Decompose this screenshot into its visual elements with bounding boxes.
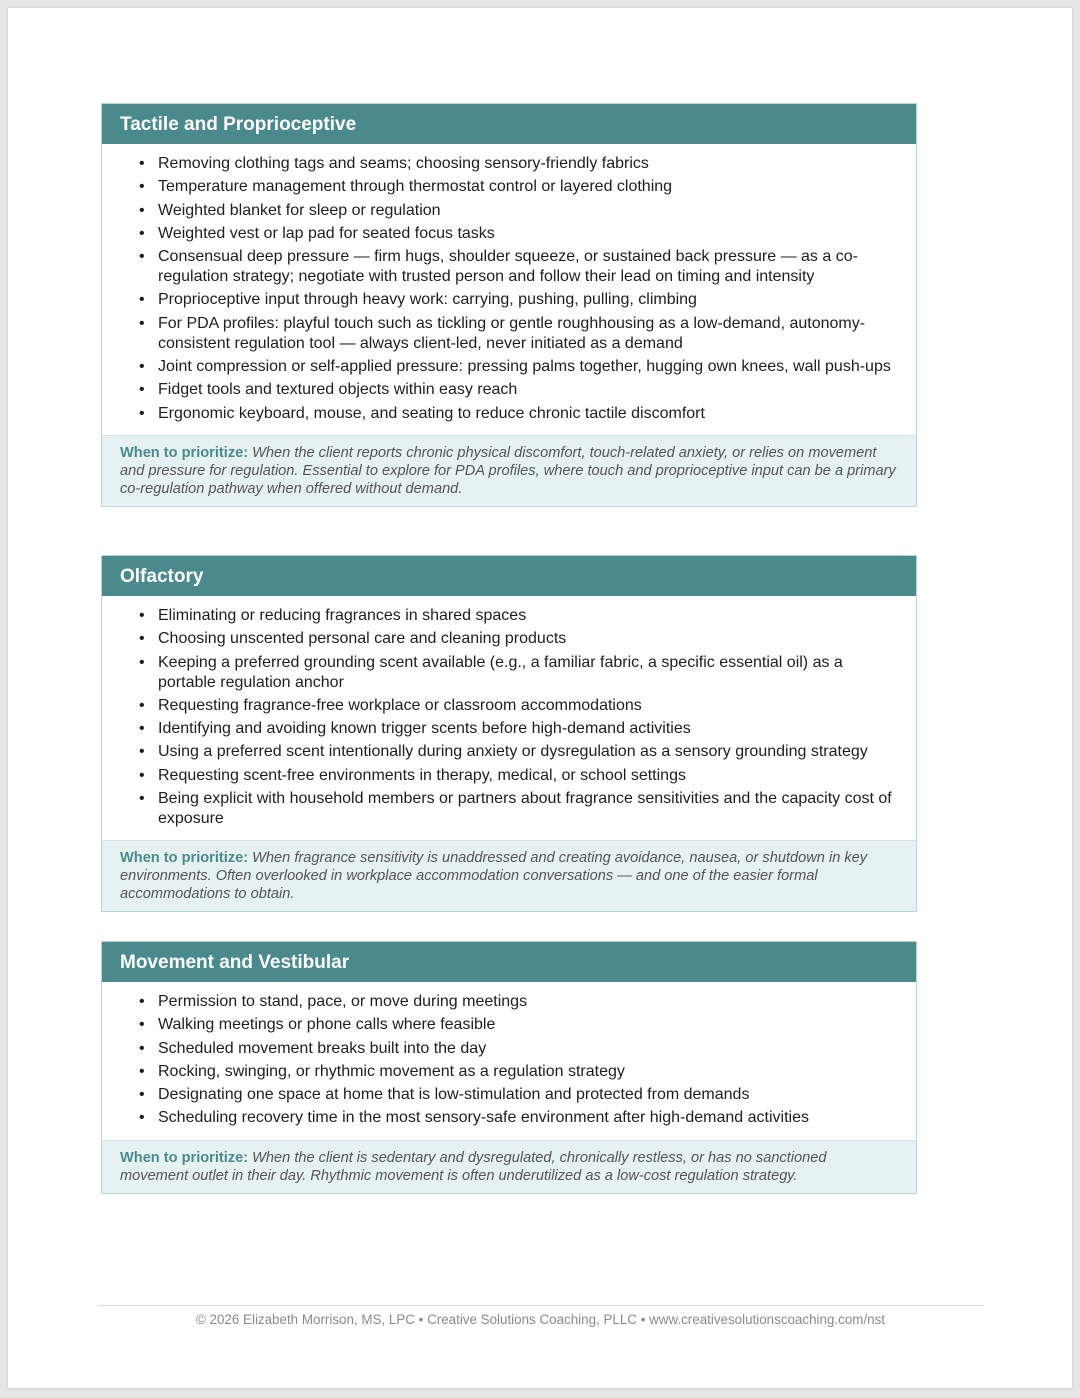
priority-label: When to prioritize:	[120, 850, 249, 867]
item-list	[102, 982, 916, 1140]
footer-divider	[98, 1305, 983, 1306]
list-item: • Requesting scent-free environments in therapy, medical, or school settings	[139, 766, 900, 786]
item-list	[102, 596, 916, 840]
list-item: • Ergonomic keyboard, mouse, and seating to reduce chronic tactile discomfort	[139, 404, 900, 424]
list-item: • Weighted blanket for sleep or regulation	[139, 201, 900, 221]
list-item: • Using a preferred scent intentionally during anxiety or dysregulation as a sensory grounding strategy	[139, 742, 900, 762]
list-item: • Scheduled movement breaks built into the day	[139, 1039, 900, 1059]
list-item: • Keeping a preferred grounding scent available (e.g., a familiar fabric, a specific essential oil) as a portable regulation anchor	[139, 653, 900, 693]
item-list	[102, 144, 916, 435]
section-olfactory	[101, 555, 917, 912]
list-item: • Proprioceptive input through heavy work: carrying, pushing, pulling, climbing	[139, 290, 900, 310]
footer-copyright: © 2026 Elizabeth Morrison, MS, LPC • Creative Solutions Coaching, PLLC • www.creativesolutionscoaching.com/nst	[195, 1312, 886, 1327]
list-item: • Eliminating or reducing fragrances in shared spaces	[139, 606, 900, 626]
list-item: • Removing clothing tags and seams; choosing sensory-friendly fabrics	[139, 154, 900, 174]
list-item: • Rocking, swinging, or rhythmic movement as a regulation strategy	[139, 1062, 900, 1082]
section-tactile-proprioceptive	[101, 103, 917, 507]
list-item: • Choosing unscented personal care and cleaning products	[139, 629, 900, 649]
list-item: • Consensual deep pressure — firm hugs, shoulder squeeze, or sustained back pressure — as a co-regulation strategy; negotiate with trusted person and follow their lead on timing and intensity	[139, 247, 900, 287]
list-item: • Designating one space at home that is low-stimulation and protected from demands	[139, 1085, 900, 1105]
list-item: • Permission to stand, pace, or move during meetings	[139, 992, 900, 1012]
priority-note	[102, 1140, 916, 1193]
priority-text: When the client is sedentary and dysregulated, chronically restless, or has no sanctioned movement outlet in their day. Rhythmic movement is often underutilized as a low-cost regulation strategy.	[120, 1149, 827, 1184]
section-title: Movement and Vestibular	[102, 942, 916, 982]
list-item: • Requesting fragrance-free workplace or classroom accommodations	[139, 696, 900, 716]
list-item: • Joint compression or self-applied pressure: pressing palms together, hugging own knees, wall push-ups	[139, 357, 900, 377]
list-item: • Temperature management through thermostat control or layered clothing	[139, 177, 900, 197]
priority-label: When to prioritize:	[120, 1149, 249, 1166]
list-item: • Weighted vest or lap pad for seated focus tasks	[139, 224, 900, 244]
list-item: • Scheduling recovery time in the most sensory-safe environment after high-demand activities	[139, 1108, 900, 1128]
list-item: • Identifying and avoiding known trigger scents before high-demand activities	[139, 719, 900, 739]
priority-label: When to prioritize:	[120, 444, 249, 461]
priority-text: When fragrance sensitivity is unaddressed and creating avoidance, nausea, or shutdown in key environments. Often overlooked in workplace accommodation conversations — and one of the easier formal accommodations to obtain.	[120, 850, 868, 903]
priority-text: When the client reports chronic physical discomfort, touch-related anxiety, or relies on movement and pressure for regulation. Essential to explore for PDA profiles, where touch and proprioceptive input can be a primary co-regulation pathway when offered without demand.	[120, 444, 896, 497]
section-title: Olfactory	[102, 556, 916, 596]
priority-note	[102, 840, 916, 911]
list-item: • Fidget tools and textured objects within easy reach	[139, 380, 900, 400]
list-item: • Walking meetings or phone calls where feasible	[139, 1015, 900, 1035]
section-movement-vestibular	[101, 941, 917, 1194]
priority-note	[102, 435, 916, 506]
document-page	[8, 8, 1072, 1388]
list-item: • For PDA profiles: playful touch such as tickling or gentle roughhousing as a low-demand, autonomy-consistent regulation tool — always client-led, never initiated as a demand	[139, 314, 900, 354]
list-item: • Being explicit with household members or partners about fragrance sensitivities and the capacity cost of exposure	[139, 789, 900, 829]
section-title: Tactile and Proprioceptive	[102, 104, 916, 144]
